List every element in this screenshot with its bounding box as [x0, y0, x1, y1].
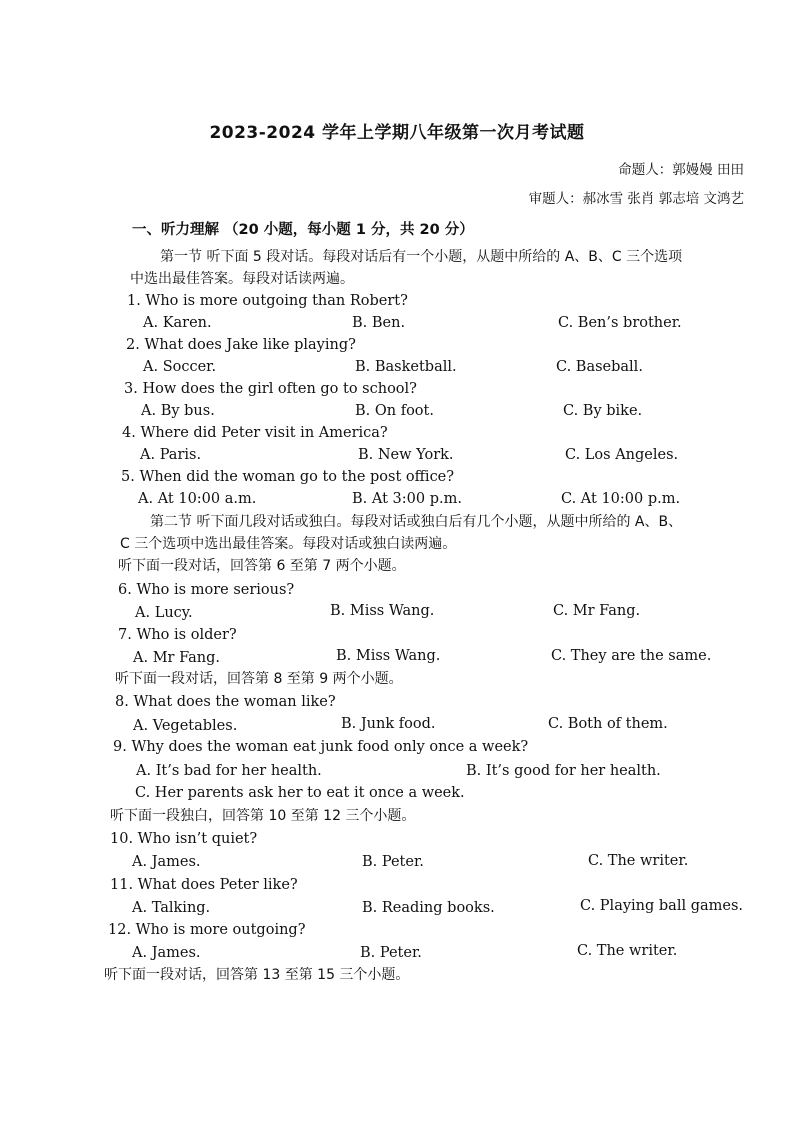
q7-option-a: A. Mr Fang. — [133, 650, 221, 666]
q1-option-c: C. Ben’s brother. — [558, 315, 682, 331]
section-heading: 一、听力理解 （20 小题，每小题 1 分，共 20 分） — [132, 222, 474, 238]
part2-intro-line1: 第二节 听下面几段对话或独白。每段对话或独白后有几个小题，从题中所给的 A、B、 — [150, 514, 683, 530]
part2-intro-line2: C 三个选项中选出最佳答案。每段对话或独白读两遍。 — [120, 536, 457, 552]
question-9: 9. Why does the woman eat junk food only once a week? — [113, 739, 529, 755]
q4-option-a: A. Paris. — [140, 447, 202, 463]
q6-option-a: A. Lucy. — [135, 605, 193, 621]
part1-intro-line2: 中选出最佳答案。每段对话读两遍。 — [130, 271, 354, 287]
question-4: 4. Where did Peter visit in America? — [122, 425, 388, 441]
exam-title: 2023-2024 学年上学期八年级第一次月考试题 — [209, 123, 585, 143]
q2-option-b: B. Basketball. — [355, 359, 457, 375]
q1-option-a: A. Karen. — [143, 315, 212, 331]
q9-option-b: B. It’s good for her health. — [466, 763, 661, 779]
q12-option-b: B. Peter. — [360, 945, 422, 961]
question-2: 2. What does Jake like playing? — [126, 337, 356, 353]
question-3: 3. How does the girl often go to school? — [124, 381, 417, 397]
instruction-6-7: 听下面一段对话，回答第 6 至第 7 两个小题。 — [118, 558, 406, 574]
q7-option-b: B. Miss Wang. — [336, 648, 441, 664]
question-6: 6. Who is more serious? — [118, 582, 295, 598]
q3-option-c: C. By bike. — [563, 403, 643, 419]
q10-option-c: C. The writer. — [588, 853, 689, 869]
q5-option-b: B. At 3:00 p.m. — [352, 491, 462, 507]
q4-option-b: B. New York. — [358, 447, 454, 463]
q12-option-c: C. The writer. — [577, 943, 678, 959]
q1-option-b: B. Ben. — [352, 315, 406, 331]
question-5: 5. When did the woman go to the post office? — [121, 469, 455, 485]
q10-option-b: B. Peter. — [362, 854, 424, 870]
part1-intro-line1: 第一节 听下面 5 段对话。每段对话后有一个小题，从题中所给的 A、B、C 三个选项 — [160, 249, 683, 265]
q8-option-a: A. Vegetables. — [133, 718, 238, 734]
q8-option-c: C. Both of them. — [548, 716, 668, 732]
q11-option-a: A. Talking. — [132, 900, 211, 916]
q8-option-b: B. Junk food. — [341, 716, 436, 732]
question-8: 8. What does the woman like? — [115, 694, 336, 710]
q2-option-c: C. Baseball. — [556, 359, 643, 375]
author-line: 命题人：郭嫚嫚 田田 — [618, 162, 744, 178]
question-12: 12. Who is more outgoing? — [108, 922, 306, 938]
instruction-10-12: 听下面一段独白，回答第 10 至第 12 三个小题。 — [110, 808, 416, 824]
q3-option-a: A. By bus. — [141, 403, 215, 419]
q2-option-a: A. Soccer. — [143, 359, 217, 375]
instruction-8-9: 听下面一段对话，回答第 8 至第 9 两个小题。 — [115, 671, 403, 687]
q11-option-c: C. Playing ball games. — [580, 898, 744, 914]
q9-option-c: C. Her parents ask her to eat it once a week. — [135, 785, 465, 801]
instruction-13-15: 听下面一段对话，回答第 13 至第 15 三个小题。 — [104, 967, 410, 983]
q6-option-c: C. Mr Fang. — [553, 603, 641, 619]
q3-option-b: B. On foot. — [355, 403, 434, 419]
q5-option-c: C. At 10:00 p.m. — [561, 491, 681, 507]
q5-option-a: A. At 10:00 a.m. — [138, 491, 257, 507]
q6-option-b: B. Miss Wang. — [330, 603, 435, 619]
q11-option-b: B. Reading books. — [362, 900, 495, 916]
question-11: 11. What does Peter like? — [110, 877, 298, 893]
q12-option-a: A. James. — [132, 945, 201, 961]
reviewer-line: 审题人：郝冰雪 张肖 郭志培 文鸿艺 — [528, 191, 744, 207]
question-7: 7. Who is older? — [118, 627, 237, 643]
question-10: 10. Who isn’t quiet? — [110, 831, 258, 847]
q4-option-c: C. Los Angeles. — [565, 447, 679, 463]
q10-option-a: A. James. — [132, 854, 201, 870]
q7-option-c: C. They are the same. — [551, 648, 712, 664]
question-1: 1. Who is more outgoing than Robert? — [127, 293, 408, 309]
q9-option-a: A. It’s bad for her health. — [136, 763, 322, 779]
